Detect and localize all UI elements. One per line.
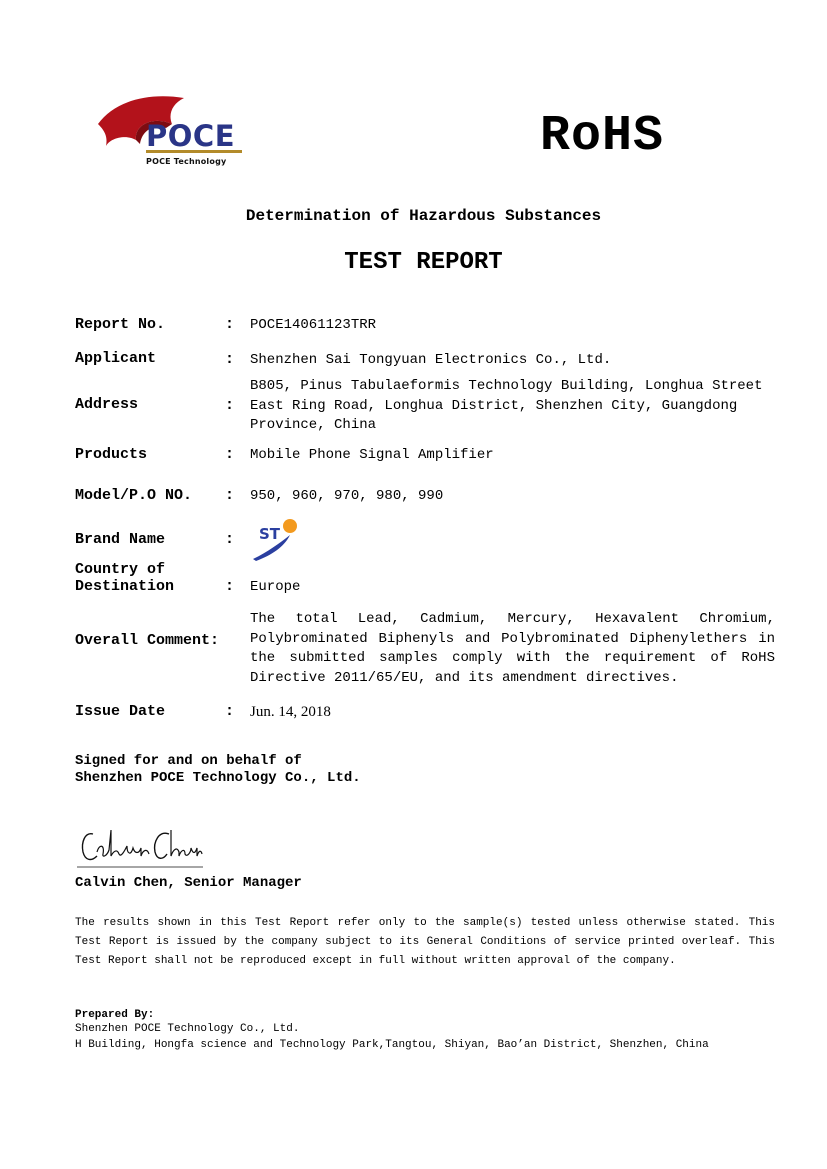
destination-value: Europe — [250, 579, 301, 595]
brand-colon: : — [225, 531, 235, 548]
model-label: Model/P.O NO. — [75, 487, 193, 504]
destination-label-line2: Destination — [75, 578, 175, 595]
applicant-label: Applicant — [75, 350, 157, 367]
applicant-value: Shenzhen Sai Tongyuan Electronics Co., Ltd. — [250, 352, 612, 368]
prepared-by-address: H Building, Hongfa science and Technology Park,Tangtou, Shiyan, Bao’an District, Shenzhen, China — [75, 1039, 709, 1051]
products-colon: : — [225, 446, 235, 463]
svg-text:ST: ST — [259, 525, 281, 543]
prepared-by-label: Prepared By: — [75, 1009, 155, 1021]
signed-line1: Signed for and on behalf of — [75, 753, 302, 769]
destination-label-line1: Country of — [75, 561, 166, 578]
report-no-colon: : — [225, 316, 235, 333]
signature-icon — [75, 824, 205, 870]
products-label: Products — [75, 446, 148, 463]
brand-logo — [250, 517, 300, 563]
report-no-label: Report No. — [75, 316, 166, 333]
signer-name: Calvin Chen, Senior Manager — [75, 875, 302, 891]
signed-block — [75, 753, 361, 787]
address-colon: : — [225, 397, 235, 414]
comment-label: Overall Comment: — [75, 632, 220, 649]
report-title: TEST REPORT — [344, 249, 503, 276]
model-colon: : — [225, 487, 235, 504]
address-value: B805, Pinus Tabulaeformis Technology Building, Longhua Street East Ring Road, Longhua District, Shenzhen City, Guangdong Province, China — [250, 378, 763, 433]
model-value: 950, 960, 970, 980, 990 — [250, 488, 444, 504]
brand-label: Brand Name — [75, 531, 166, 548]
applicant-colon: : — [225, 351, 235, 368]
rohs-mark: RoHS — [540, 108, 665, 165]
issue-date-colon: : — [225, 703, 235, 720]
issue-date-label: Issue Date — [75, 703, 166, 720]
destination-colon: : — [225, 578, 235, 595]
products-value: Mobile Phone Signal Amplifier — [250, 447, 494, 463]
logo-word: POCE — [146, 119, 235, 153]
issue-date-value: Jun. 14, 2018 — [250, 704, 331, 720]
address-label: Address — [75, 396, 139, 413]
prepared-by-company: Shenzhen POCE Technology Co., Ltd. — [75, 1023, 300, 1035]
report-no-value: POCE14061123TRR — [250, 317, 377, 333]
handwritten-signature — [75, 824, 205, 870]
disclaimer-text: The results shown in this Test Report refer only to the sample(s) tested unless otherwise stated. This Test Report is issued by the company subject to its General Conditions of service printed overleaf. This Test Report shall not be reproduced except in full without written approval of the company. — [75, 917, 775, 967]
company-logo — [96, 94, 246, 170]
comment-value: The total Lead, Cadmium, Mercury, Hexavalent Chromium, Polybrominated Biphenyls and Polybrominated Diphenylethers in the submitted samples comply with the requirement of RoHS Directive 2011/65/EU, and its amendment directives. — [250, 611, 775, 686]
st-brand-icon — [250, 517, 300, 563]
signed-line2: Shenzhen POCE Technology Co., Ltd. — [75, 770, 361, 786]
report-subtitle: Determination of Hazardous Substances — [245, 207, 602, 225]
logo-tagline: POCE Technology — [146, 157, 227, 166]
